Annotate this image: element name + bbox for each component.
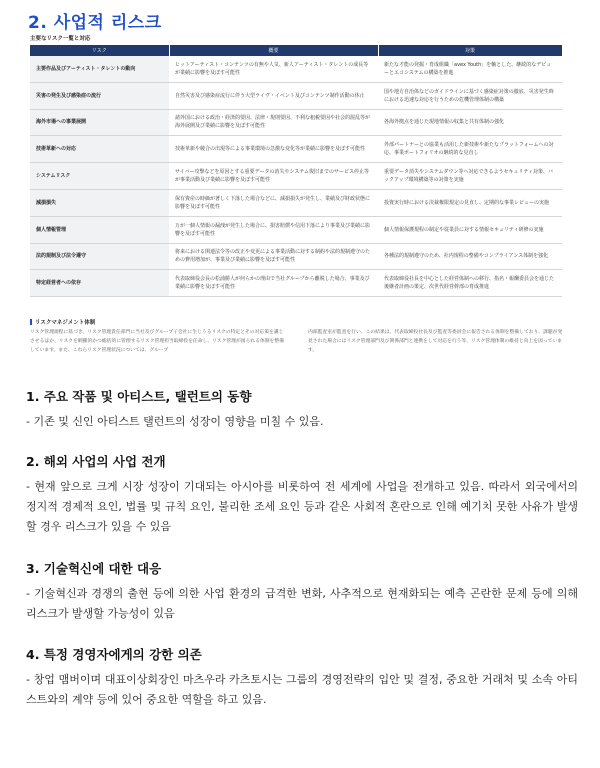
risk-cell: 個人情報管理	[30, 216, 169, 243]
column-header-measure: 対策	[378, 45, 562, 56]
column-header-risk: リスク	[30, 45, 169, 56]
page-title: 2. 사업적 리스크	[28, 13, 162, 33]
table-row	[30, 109, 562, 136]
measure-cell: 重要データ消失やシステムダウン等へ対応できるようセキュリティ対策、バックアップ環境構築等の対策を実施	[378, 163, 562, 190]
table-row	[30, 189, 562, 216]
measure-cell: 外部パートナーとの協業も活用した新技術や新たなプラットフォームへの対応、事業ポートフォリオの継続的な見直し	[378, 136, 562, 163]
section-2	[26, 453, 578, 537]
section-body: - 현재 앞으로 크게 시장 성장이 기대되는 아시아를 비롯하여 전 세계에 사업을 전개하고 있음. 따라서 외국에서의 정지적 경제적 요인, 법률 및 규칙 요인, 불리한 조세 요인 등과 같은 사회적 혼란으로 인해 예기치 못한 사유가 발생할 경우 리스크가 있을 수 있음	[26, 480, 578, 533]
overview-cell: サイバー攻撃などを原因とする重要データの消失やシステム復旧までのサービス停止等が事業活動及び業績に影響を及ぼす可能性	[169, 163, 378, 190]
overview-cell: 保有資産の時価が著しく下落した場合などに、減損損失が発生し、業績及び財政状態に影響を及ぼす可能性	[169, 189, 378, 216]
section-3	[26, 560, 578, 624]
heading-accent-bar	[30, 319, 32, 325]
overview-cell: 技術革新や競合の出現等による事業環境の急激な変化等が業績に影響を及ぼす可能性	[169, 136, 378, 163]
table-row	[30, 56, 562, 82]
section-heading: 2. 해외 사업의 사업 전개	[26, 454, 166, 469]
section-heading: 3. 기술혁신에 대한 대응	[26, 561, 162, 576]
risk-management-heading-text: リスクマネジメント体制	[35, 320, 96, 326]
risk-cell: 法的規制及び法令遵守	[30, 243, 169, 270]
measure-cell: 国や地方自治体などのガイドラインに基づく感染症対策の徹底、災害発生時における迅速な対応を行うための危機管理体制の構築	[378, 82, 562, 109]
section-body: - 창업 맴버이며 대표이상회장인 마츠우라 카츠토시는 그룹의 경영전략의 입안 및 결정, 중요한 거래처 및 소속 아티스트와의 계약 등에 있어 중요한 역할을 하고 있음.	[26, 673, 578, 706]
risk-cell: 特定経営者への依存	[30, 270, 169, 297]
column-header-overview: 概要	[169, 45, 378, 56]
table-row	[30, 82, 562, 109]
risk-cell: システムリスク	[30, 163, 169, 190]
risk-cell: 技術革新への対応	[30, 136, 169, 163]
table-header-row	[30, 45, 562, 56]
overview-cell: 将来における関連法令等の改正や変更による事業活動に対する制約や法的規制遵守のための費用増加が、事業及び業績に影響を及ぼす可能性	[169, 243, 378, 270]
table-row	[30, 136, 562, 163]
risk-cell: 海外市場への事業展開	[30, 109, 169, 136]
risk-cell: 減損損失	[30, 189, 169, 216]
table-row	[30, 270, 562, 297]
measure-cell: 投資実行時における決裁権限規定の見直し、定期的な事業レビューの実施	[378, 189, 562, 216]
section-heading: 4. 특정 경영자에게의 강한 의존	[26, 647, 202, 662]
overview-cell: 諸外国における政治・経済的要因、法律・規則要因、不利な租税要因や社会的混乱等が海外展開及び業績に影響を及ぼす可能性	[169, 109, 378, 136]
measure-cell: 各海外拠点を通じた現地情報の収集と共有体制の強化	[378, 109, 562, 136]
measure-cell: 新たな才能の発掘・育成組織「avex Youth」を軸とした、継続的なデビューとエコシステムの構築を推進	[378, 56, 562, 82]
measure-cell: 各種法的規制遵守のため、社内規程の整備やコンプライアンス体制を強化	[378, 243, 562, 270]
risk-management-text-right: 内部監査室が監査を行い、この結果は、代表取締役社長及び監査等委員会に報告される体制を整備しており、課題が発見された場合にはリスク管理部門及び関係部門と連携をして対応を行う等、リスク管理体制の維持と向上を図っています。	[308, 330, 563, 353]
measure-cell: 代表取締役社長を中心とした経営体制への移行、指名・報酬委員会を通じた後継者計画の策定、次世代経営幹部の育成推進	[378, 270, 562, 297]
measure-cell: 個人情報保護規程の制定や従業員に対する情報セキュリティ研修の実施	[378, 216, 562, 243]
overview-cell: 自然災害及び感染症流行に伴う大型ライヴ・イベント及びコンテンツ制作活動の休止	[169, 82, 378, 109]
table-row	[30, 243, 562, 270]
section-body: - 기술혁신과 경쟁의 출현 등에 의한 사업 환경의 급격한 변화, 사추적으로 현재화되는 예측 곤란한 문제 등에 의해 리스크가 발생할 가능성이 있음	[26, 587, 578, 620]
table-row	[30, 163, 562, 190]
overview-cell: ヒットアーティスト・コンテンツの有無や人気、新人アーティスト・タレントの成長等が業績に影響を及ぼす可能性	[169, 56, 378, 82]
section-body: - 기존 및 신인 아티스트 탤런트의 성장이 영향을 미칠 수 있음.	[26, 415, 324, 428]
overview-cell: 万が一個人情報の漏洩が発生した場合に、損害賠償や信用下落により事業及び業績に影響を及ぼす可能性	[169, 216, 378, 243]
section-heading: 1. 주요 작품 및 아티스트, 탤런트의 동향	[26, 389, 252, 404]
risk-cell: 主要作品及びアーティスト・タレントの動向	[30, 56, 169, 82]
table-caption: 主要なリスク一覧と対応	[30, 36, 91, 42]
overview-cell: 代表取締役会長の松浦勝人が何らかの理由で当社グループから離脱した場合、事業及び業績に影響を及ぼす可能性	[169, 270, 378, 297]
table-row	[30, 216, 562, 243]
risk-management-heading	[30, 318, 95, 326]
risk-table	[30, 45, 563, 297]
risk-cell: 災害の発生及び感染症の流行	[30, 82, 169, 109]
section-4	[26, 646, 578, 710]
risk-management-text-left: リスク管理規程に基づき、リスク管理責任部門に当社及びグループ子会社に生じうるリスクの特定とその対応策を講じさせるほか、リスクを網羅的かつ総括的に管理するリスク管理担当取締役を任命し、リスク管理が図られる体制を整備しています。また、これらリスク管理状況については、グループ	[30, 330, 284, 353]
section-1	[26, 388, 578, 432]
